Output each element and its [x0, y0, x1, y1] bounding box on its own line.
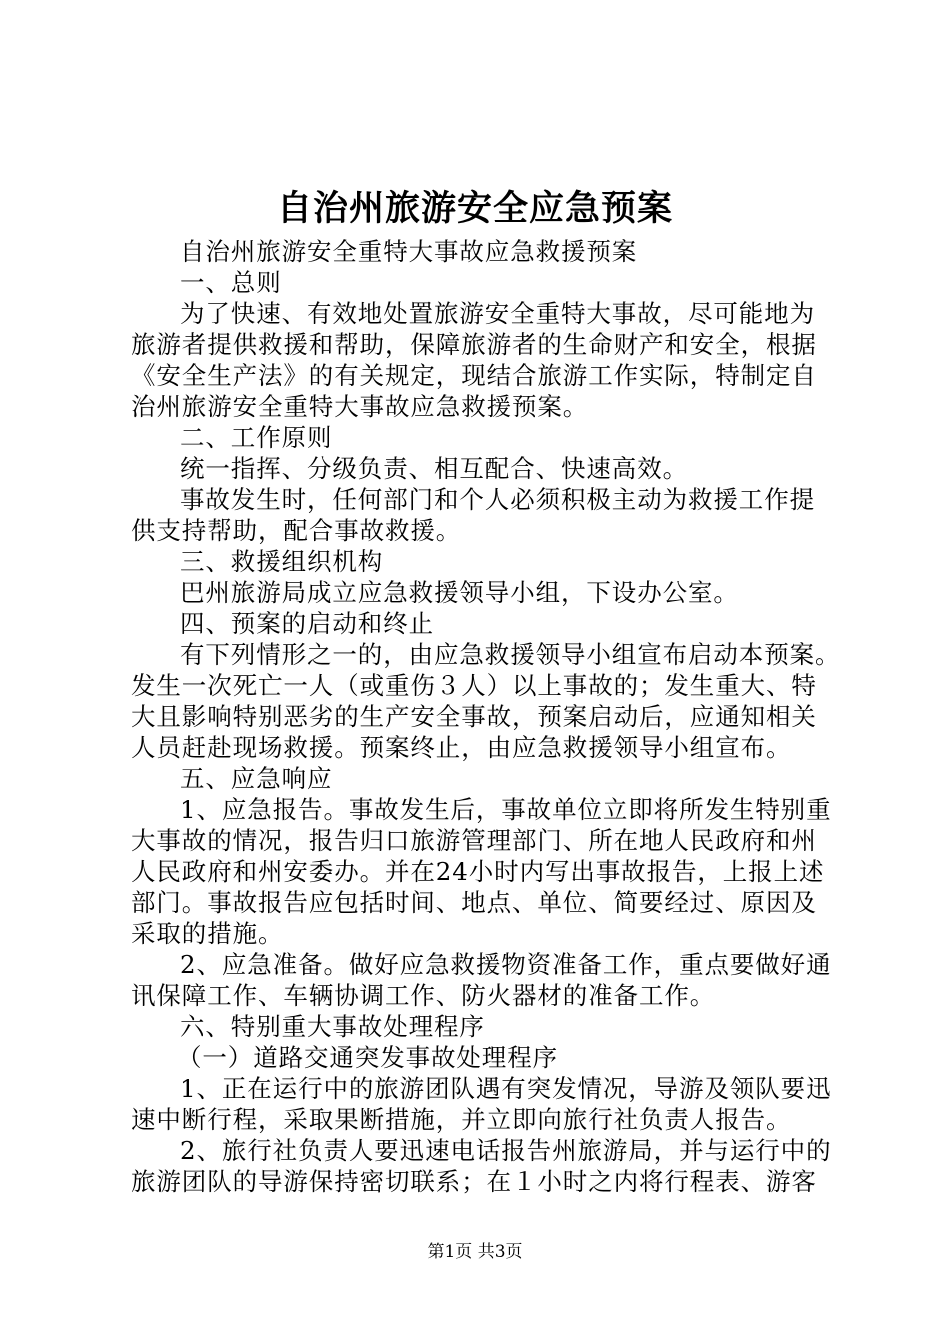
paragraph-line: 人民政府和州安委办。并在24小时内写出事故报告，上报上述: [131, 857, 825, 886]
paragraph-line: 旅游者提供救援和帮助，保障旅游者的生命财产和安全，根据: [131, 330, 817, 359]
section-heading: 三、救援组织机构: [180, 547, 384, 576]
paragraph-line: 旅游团队的导游保持密切联系；在１小时之内将行程表、游客: [131, 1167, 817, 1196]
section-heading: 四、预案的启动和终止: [180, 609, 434, 638]
paragraph-line: 1、应急报告。事故发生后，事故单位立即将所发生特别重: [180, 795, 832, 824]
paragraph-line: 有下列情形之一的，由应急救援领导小组宣布启动本预案。: [180, 640, 841, 669]
paragraph-line: 速中断行程，采取果断措施，并立即向旅行社负责人报告。: [131, 1105, 792, 1134]
section-heading: 一、总则: [180, 268, 282, 297]
subtitle-line: 自治州旅游安全重特大事故应急救援预案: [180, 237, 638, 266]
subsection-heading: （一）道路交通突发事故处理程序: [177, 1043, 558, 1072]
document-title: 自治州旅游安全应急预案: [276, 189, 673, 229]
paragraph-line: 供支持帮助，配合事故救援。: [131, 516, 462, 545]
paragraph-line: 发生一次死亡一人（或重伤３人）以上事故的；发生重大、特: [131, 671, 817, 700]
section-heading: 二、工作原则: [180, 423, 333, 452]
paragraph-line: 事故发生时，任何部门和个人必须积极主动为救援工作提: [180, 485, 815, 514]
section-heading: 六、特别重大事故处理程序: [180, 1012, 485, 1041]
paragraph-line: 《安全生产法》的有关规定，现结合旅游工作实际，特制定自: [131, 361, 817, 390]
paragraph-line: 治州旅游安全重特大事故应急救援预案。: [131, 392, 589, 421]
paragraph-line: 讯保障工作、车辆协调工作、防火器材的准备工作。: [131, 981, 716, 1010]
paragraph-line: 统一指挥、分级负责、相互配合、快速高效。: [180, 454, 688, 483]
page-number-footer: 第1页 共3页: [427, 1242, 523, 1262]
document-body: [131, 236, 841, 1197]
paragraph-line: 2、应急准备。做好应急救援物资准备工作，重点要做好通: [180, 950, 832, 979]
paragraph-line: 大且影响特别恶劣的生产安全事故，预案启动后，应通知相关: [131, 702, 817, 731]
paragraph-line: 1、正在运行中的旅游团队遇有突发情况，导游及领队要迅: [180, 1074, 832, 1103]
section-heading: 五、应急响应: [180, 764, 333, 793]
paragraph-line: 2、旅行社负责人要迅速电话报告州旅游局，并与运行中的: [180, 1136, 832, 1165]
paragraph-line: 采取的措施。: [131, 919, 284, 948]
paragraph-line: 部门。事故报告应包括时间、地点、单位、简要经过、原因及: [131, 888, 817, 917]
paragraph-line: 人员赶赴现场救援。预案终止，由应急救援领导小组宣布。: [131, 733, 792, 762]
paragraph-line: 巴州旅游局成立应急救援领导小组，下设办公室。: [180, 578, 739, 607]
paragraph-line: 大事故的情况，报告归口旅游管理部门、所在地人民政府和州: [131, 826, 817, 855]
paragraph-line: 为了快速、有效地处置旅游安全重特大事故，尽可能地为: [180, 299, 815, 328]
